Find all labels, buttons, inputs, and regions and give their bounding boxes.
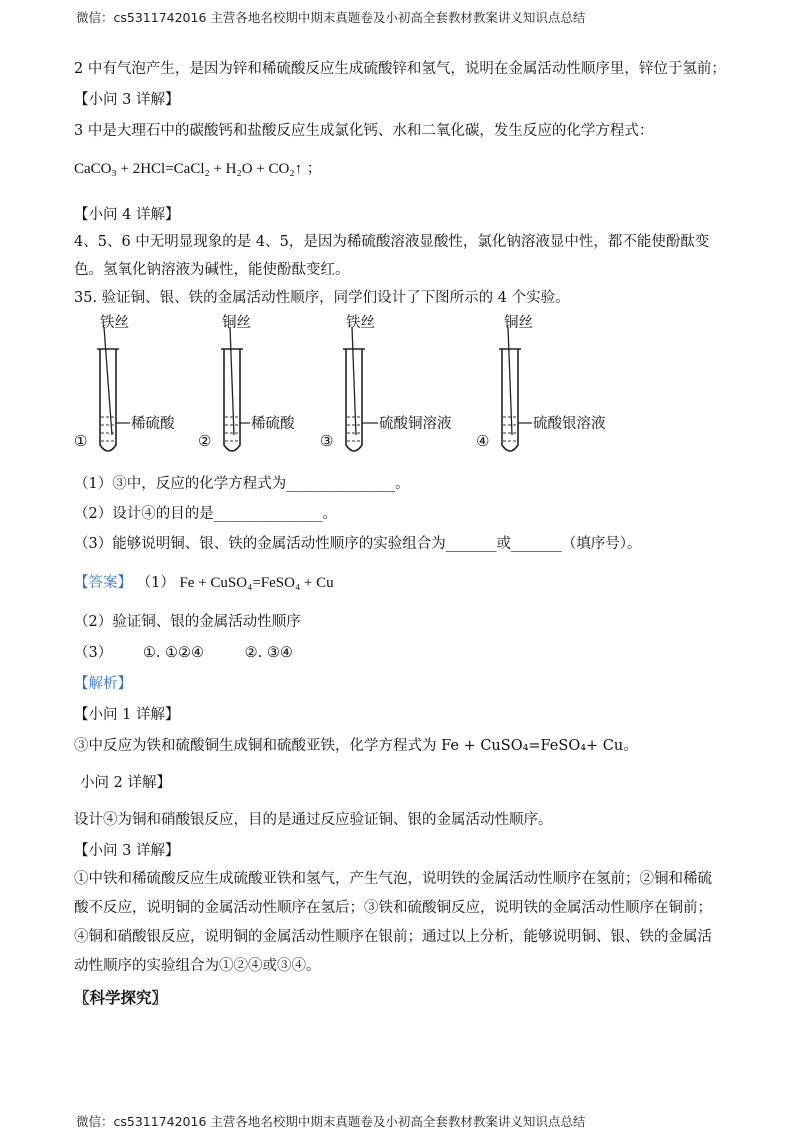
tube-number-3: ③ bbox=[320, 432, 334, 450]
metal-wire-1 bbox=[104, 327, 112, 435]
metal-wire-2 bbox=[230, 327, 234, 435]
subsection-title: 【小问 3 详解】 bbox=[74, 92, 180, 108]
section-heading: 〖科学探究〗 bbox=[74, 988, 168, 1007]
subsection-title: 【小问 4 详解】 bbox=[74, 207, 180, 223]
answer-3-option-b: ②. ③④ bbox=[244, 645, 293, 661]
solution-label-2: 稀硫酸 bbox=[251, 416, 295, 432]
subsection-title: 小问 2 详解】 bbox=[80, 775, 171, 791]
answer-3-option-a: ①. ①②④ bbox=[142, 645, 205, 661]
text-line: 3 中是大理石中的碳酸钙和盐酸反应生成氯化钙、水和二氧化碳，发生反应的化学方程式： bbox=[74, 123, 654, 139]
metal-wire-4 bbox=[508, 327, 512, 435]
tube-number-4: ④ bbox=[476, 432, 490, 450]
chemical-equation: CaCO₃ + 2HCl=CaCl₂ + H₂O + CO₂↑ bbox=[74, 161, 303, 177]
test-tubes-diagram bbox=[74, 315, 726, 465]
answer-1-formula: Fe + CuSO₄=FeSO₄ + Cu bbox=[179, 575, 334, 591]
answer-1-prefix: （1） bbox=[136, 575, 175, 591]
text-line: ③中反应为铁和硫酸铜生成铜和硫酸亚铁，化学方程式为 Fe + CuSO₄=FeSO₄+ Cu。 bbox=[74, 738, 638, 754]
tube-number-2: ② bbox=[198, 432, 212, 450]
metal-label-4: 铜丝 bbox=[504, 315, 533, 331]
analysis-label: 【解析】 bbox=[74, 676, 132, 692]
metal-label-2: 铜丝 bbox=[222, 315, 251, 331]
answer-line-3 bbox=[74, 642, 726, 664]
answer-label: 【答案】 bbox=[74, 575, 132, 591]
text-paragraph: ①中铁和稀硫酸反应生成硫酸亚铁和氢气，产生气泡，说明铁的金属活动性顺序在氢前；②铜和稀硫酸不反应，说明铜的金属活动性顺序在氢后；③铁和硫酸铜反应，说明铁的金属活动性顺序在铜前；④铜和硝酸银反应，说明铜的金属活动性顺序在银前；通过以上分析，能够说明铜、银、铁的金属活动性顺序的实验组合为①②④或③④。 bbox=[74, 871, 712, 974]
metal-label-3: 铁丝 bbox=[346, 315, 375, 331]
document-body bbox=[74, 60, 726, 1009]
answer-3-prefix: （3） bbox=[74, 645, 113, 661]
subsection-title: 【小问 1 详解】 bbox=[74, 707, 180, 723]
answer-line-2: （2）验证铜、银的金属活动性顺序 bbox=[74, 614, 301, 630]
sub-question-2: （2）设计④的目的是_______________。 bbox=[74, 506, 337, 522]
solution-label-4: 硫酸银溶液 bbox=[533, 416, 606, 432]
metal-wire-3 bbox=[352, 327, 356, 435]
equation-suffix: ； bbox=[306, 161, 322, 177]
answer-line-1 bbox=[74, 572, 726, 594]
sub-question-3: （3）能够说明铜、银、铁的金属活动性顺序的实验组合为_______或_______（填序号）。 bbox=[74, 536, 642, 552]
tube-number-1: ① bbox=[74, 432, 88, 450]
equation-line bbox=[74, 158, 726, 184]
text-line: 设计④为铜和硝酸银反应，目的是通过反应验证铜、银的金属活动性顺序。 bbox=[74, 812, 553, 828]
page-header: 微信：cs5311742016 主营各地名校期中期末真题卷及小初高全套教材教案讲义知识点总结 bbox=[76, 10, 586, 25]
experiment-figure bbox=[74, 315, 726, 465]
test-tube-1 bbox=[100, 349, 116, 451]
metal-label-1: 铁丝 bbox=[100, 315, 129, 331]
text-paragraph: 4、5、6 中无明显现象的是 4、5，是因为稀硫酸溶液显酸性，氯化钠溶液显中性，都不能使酚酞变色。氢氧化钠溶液为碱性，能使酚酞变红。 bbox=[74, 234, 710, 278]
subsection-title: 【小问 3 详解】 bbox=[74, 843, 180, 859]
solution-label-3: 硫酸铜溶液 bbox=[379, 416, 452, 432]
page-footer: 微信：cs5311742016 主营各地名校期中期末真题卷及小初高全套教材教案讲义知识点总结 bbox=[76, 1114, 586, 1129]
text-line: 2 中有气泡产生，是因为锌和稀硫酸反应生成硫酸锌和氢气，说明在金属活动性顺序里，锌位于氢前； bbox=[74, 61, 726, 77]
sub-question-1: （1）③中，反应的化学方程式为_______________。 bbox=[74, 476, 410, 492]
solution-label-1: 稀硫酸 bbox=[131, 416, 175, 432]
question-stem: 35. 验证铜、银、铁的金属活动性顺序，同学们设计了下图所示的 4 个实验。 bbox=[74, 290, 570, 306]
